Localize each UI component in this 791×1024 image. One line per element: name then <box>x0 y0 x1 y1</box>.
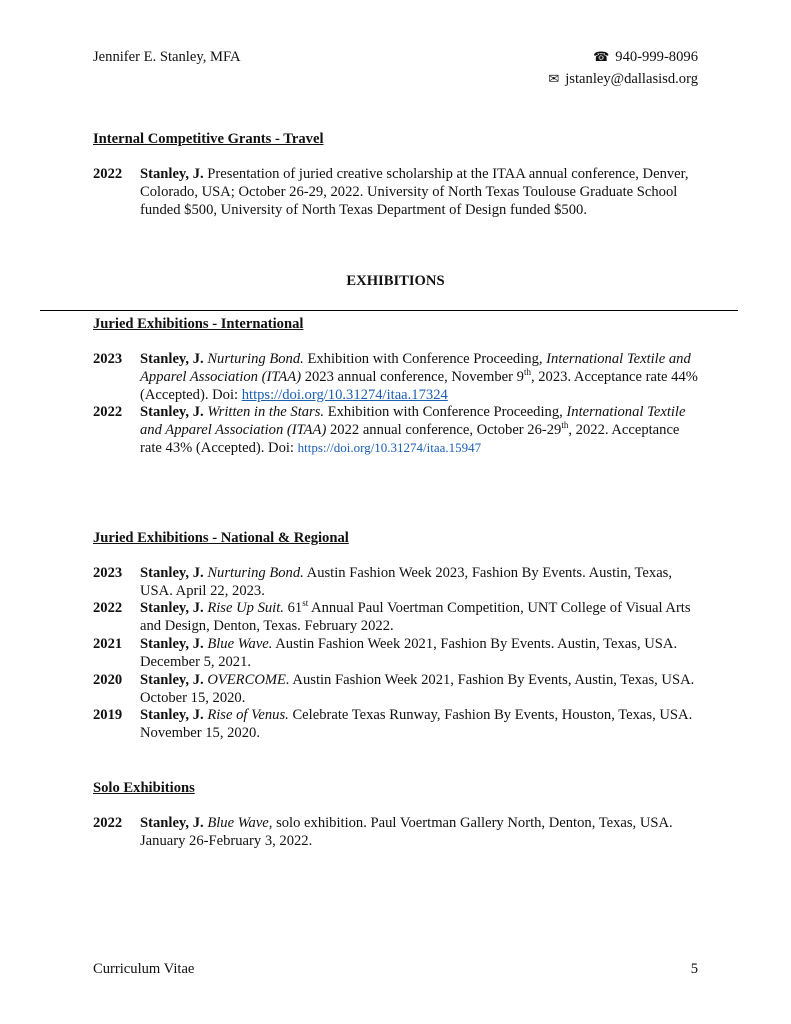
entry-text <box>140 350 699 404</box>
entry-text <box>140 635 699 671</box>
national-entry <box>93 635 699 671</box>
entry-text <box>140 671 699 707</box>
entry-venue: International Textile and Apparel Association (ITAA) <box>140 404 686 438</box>
entry-body: solo exhibition. Paul Voertman Gallery North, Denton, Texas, USA. January 26-February 3, 2022. <box>140 815 673 849</box>
entry-body: Annual Paul Voertman Competition, UNT College of Visual Arts and Design, Denton, Texas. February 2022. <box>140 600 691 634</box>
mail-icon: ✉ <box>548 71 560 86</box>
entry-year: 2020 <box>93 672 123 688</box>
entry-title: OVERCOME. <box>207 672 290 688</box>
international-heading: Juried Exhibitions - International <box>93 316 304 332</box>
entry-year: 2021 <box>93 636 123 652</box>
entry-author: Stanley, J. <box>140 672 204 688</box>
entry-text <box>140 814 699 850</box>
entry-title: Written in the Stars. <box>207 404 325 420</box>
entry-body: Austin Fashion Week 2021, Fashion By Events, Austin, Texas, USA. October 15, 2020. <box>140 672 695 706</box>
entry-text <box>140 599 699 635</box>
international-entry <box>93 350 699 404</box>
email-line <box>548 70 698 88</box>
entry-body: 2022 annual conference, October 26-29 <box>326 422 562 438</box>
entry-venue: International Textile and Apparel Association (ITAA) <box>140 351 691 385</box>
entry-body: Austin Fashion Week 2023, Fashion By Events. Austin, Texas, USA. April 22, 2023. <box>140 565 673 599</box>
entry-title: Nurturing Bond. <box>207 351 304 367</box>
entry-body: Presentation of juried creative scholarship at the ITAA annual conference, Denver, Colorado, USA; October 26-29, 2022. University of North Texas Toulouse Graduate School funded $500, University of North Texas Department of Design funded $500. <box>140 166 689 218</box>
entry-body: 61 <box>283 600 303 616</box>
entry-title: Rise of Venus. <box>207 707 289 723</box>
entry-author: Stanley, J. <box>140 351 204 367</box>
email-address[interactable]: jstanley@dallasisd.org <box>565 71 698 87</box>
entry-text <box>140 403 699 457</box>
entry-author: Stanley, J. <box>140 600 204 616</box>
national-heading: Juried Exhibitions - National & Regional <box>93 530 349 546</box>
entry-title: Rise Up Suit. <box>207 600 284 616</box>
entry-sup: th <box>523 367 531 378</box>
grant-entry <box>93 165 699 219</box>
entry-body: Celebrate Texas Runway, Fashion By Events, Houston, Texas, USA. November 15, 2020. <box>140 707 693 741</box>
exhibitions-title: EXHIBITIONS <box>346 273 445 289</box>
international-entry <box>93 403 699 457</box>
entry-text <box>140 165 699 219</box>
entry-author: Stanley, J. <box>140 815 204 831</box>
entry-author: Stanley, J. <box>140 636 204 652</box>
entry-author: Stanley, J. <box>140 565 204 581</box>
entry-sup: st <box>302 598 309 609</box>
phone-icon: ☎ <box>593 49 610 64</box>
entry-text <box>140 706 699 742</box>
entry-title: Blue Wave, <box>207 815 273 831</box>
national-entry <box>93 564 699 600</box>
entry-body: Exhibition with Conference Proceeding, <box>324 404 567 420</box>
entry-body: Exhibition with Conference Proceeding, <box>303 351 547 367</box>
national-entry <box>93 706 699 742</box>
entry-year: 2023 <box>93 565 123 581</box>
entry-body: , 2022. Acceptance rate 43% (Accepted). Doi: <box>140 422 680 456</box>
entry-body: 2023 annual conference, November 9 <box>301 369 524 385</box>
footer-label: Curriculum Vitae <box>93 961 195 977</box>
entry-author: Stanley, J. <box>140 404 204 420</box>
grants-heading: Internal Competitive Grants - Travel <box>93 131 324 147</box>
national-entry <box>93 671 699 707</box>
doi-link[interactable]: https://doi.org/10.31274/itaa.15947 <box>297 440 482 455</box>
entry-year: 2022 <box>93 600 123 616</box>
entry-year: 2019 <box>93 707 123 723</box>
phone-line <box>593 48 698 66</box>
solo-heading: Solo Exhibitions <box>93 780 195 796</box>
entry-year: 2022 <box>93 815 123 831</box>
entry-text <box>140 564 699 600</box>
solo-entry <box>93 814 699 850</box>
entry-year: 2022 <box>93 404 123 420</box>
entry-author: Stanley, J. <box>140 166 204 182</box>
entry-sup: th <box>561 420 569 431</box>
entry-year: 2022 <box>93 166 123 182</box>
author-name: Jennifer E. Stanley, MFA <box>93 49 241 65</box>
page-number: 5 <box>690 961 698 977</box>
entry-title: Blue Wave. <box>207 636 273 652</box>
phone-number: 940-999-8096 <box>615 49 698 65</box>
section-divider <box>40 310 738 311</box>
entry-author: Stanley, J. <box>140 707 204 723</box>
national-entry <box>93 599 699 635</box>
entry-body: , 2023. Acceptance rate 44% (Accepted). Doi: <box>140 369 698 403</box>
doi-link[interactable]: https://doi.org/10.31274/itaa.17324 <box>241 387 448 403</box>
entry-title: Nurturing Bond. <box>207 565 304 581</box>
entry-body: Austin Fashion Week 2021, Fashion By Events. Austin, Texas, USA. December 5, 2021. <box>140 636 678 670</box>
entry-year: 2023 <box>93 351 123 367</box>
